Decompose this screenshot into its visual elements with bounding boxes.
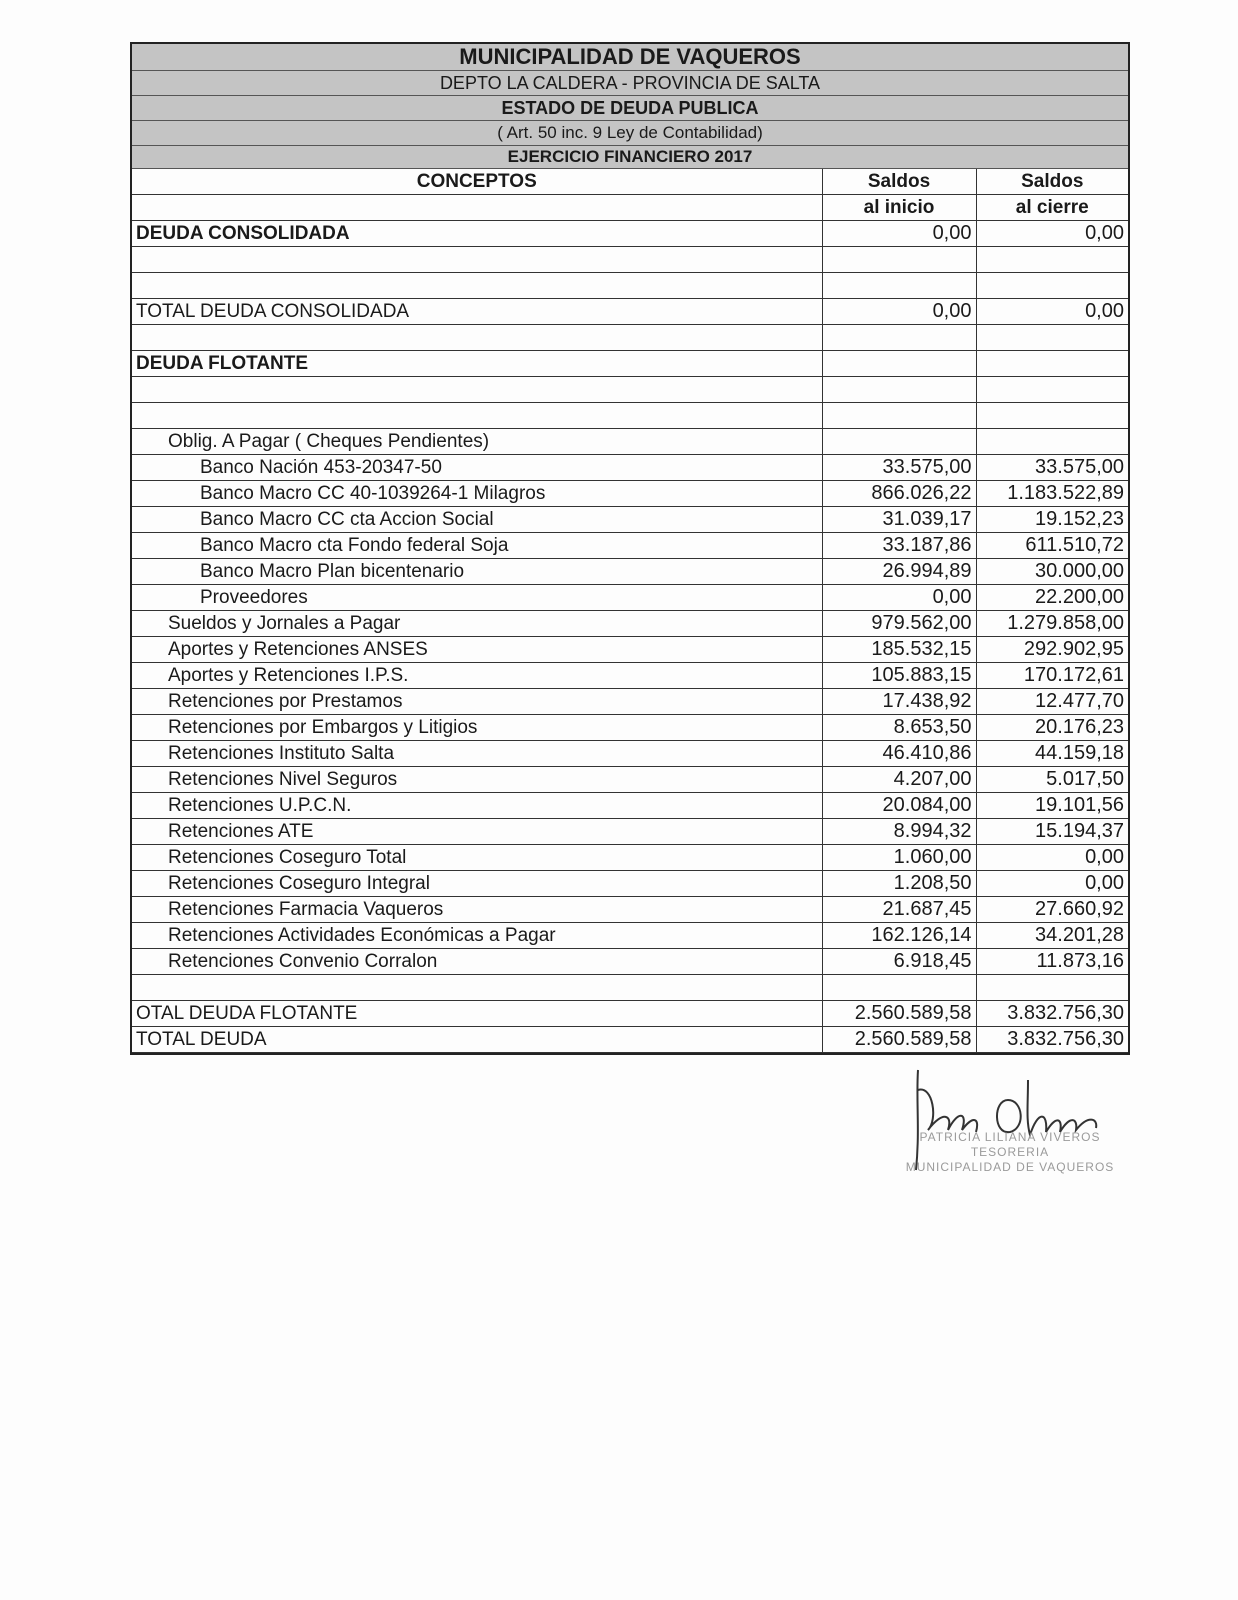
end-balance: 15.194,37	[976, 819, 1128, 845]
start-balance: 105.883,15	[822, 663, 976, 689]
debt-concept: Retenciones por Prestamos	[132, 689, 822, 715]
column-header-row-2	[132, 195, 1128, 221]
debt-concept: Retenciones Instituto Salta	[132, 741, 822, 767]
department-subtitle: DEPTO LA CALDERA - PROVINCIA DE SALTA	[132, 71, 1128, 96]
obligations-label: Oblig. A Pagar ( Cheques Pendientes)	[132, 429, 822, 455]
blank-row	[132, 403, 1128, 429]
start-balance: 1.208,50	[822, 871, 976, 897]
table-row	[132, 663, 1128, 689]
end-balance: 19.101,56	[976, 793, 1128, 819]
end-balance: 22.200,00	[976, 585, 1128, 611]
start-balance: 33.187,86	[822, 533, 976, 559]
end-balance: 0,00	[976, 871, 1128, 897]
end-balance: 611.510,72	[976, 533, 1128, 559]
debt-concept: Banco Nación 453-20347-50	[132, 455, 822, 481]
debt-concept: Aportes y Retenciones I.P.S.	[132, 663, 822, 689]
debt-concept: Banco Macro cta Fondo federal Soja	[132, 533, 822, 559]
start-balance: 33.575,00	[822, 455, 976, 481]
table-row	[132, 871, 1128, 897]
table-row	[132, 689, 1128, 715]
start-balance: 31.039,17	[822, 507, 976, 533]
end-balance: 19.152,23	[976, 507, 1128, 533]
start-balance: 0,00	[822, 585, 976, 611]
consolidated-debt-label: DEUDA CONSOLIDADA	[132, 221, 822, 247]
end-balance: 5.017,50	[976, 767, 1128, 793]
start-balance: 26.994,89	[822, 559, 976, 585]
debt-concept: Aportes y Retenciones ANSES	[132, 637, 822, 663]
debt-concept: Banco Macro CC 40-1039264-1 Milagros	[132, 481, 822, 507]
column-header-row	[132, 169, 1128, 195]
start-balance: 46.410,86	[822, 741, 976, 767]
consolidated-total-label: TOTAL DEUDA CONSOLIDADA	[132, 299, 822, 325]
table-row	[132, 793, 1128, 819]
end-balance: 170.172,61	[976, 663, 1128, 689]
table-row	[132, 845, 1128, 871]
floating-debt-row	[132, 351, 1128, 377]
total-debt-end: 3.832.756,30	[976, 1027, 1128, 1053]
floating-total-label: OTAL DEUDA FLOTANTE	[132, 1001, 822, 1027]
blank-row	[132, 247, 1128, 273]
stamp-name: PATRICIA LILIANA VIVEROS	[919, 1130, 1101, 1144]
end-balance: 34.201,28	[976, 923, 1128, 949]
stamp-municipality: MUNICIPALIDAD DE VAQUEROS	[905, 1160, 1115, 1174]
municipality-title: MUNICIPALIDAD DE VAQUEROS	[132, 44, 1128, 71]
floating-total-row	[132, 1001, 1128, 1027]
debt-concept: Retenciones Convenio Corralon	[132, 949, 822, 975]
consolidated-total-start: 0,00	[822, 299, 976, 325]
obligations-row	[132, 429, 1128, 455]
end-balance: 0,00	[976, 845, 1128, 871]
end-balance: 292.902,95	[976, 637, 1128, 663]
floating-debt-label: DEUDA FLOTANTE	[132, 351, 822, 377]
debt-concept: Retenciones ATE	[132, 819, 822, 845]
debt-concept: Retenciones U.P.C.N.	[132, 793, 822, 819]
table-row	[132, 559, 1128, 585]
consolidated-start-value: 0,00	[822, 221, 976, 247]
consolidated-total-row	[132, 299, 1128, 325]
consolidated-total-end: 0,00	[976, 299, 1128, 325]
start-balance: 6.918,45	[822, 949, 976, 975]
table-row	[132, 819, 1128, 845]
table-row	[132, 507, 1128, 533]
table-row	[132, 611, 1128, 637]
end-balance: 33.575,00	[976, 455, 1128, 481]
concept-header: CONCEPTOS	[132, 169, 822, 195]
total-debt-row	[132, 1027, 1128, 1053]
debt-concept: Retenciones Nivel Seguros	[132, 767, 822, 793]
start-balance: 17.438,92	[822, 689, 976, 715]
end-balance: 11.873,16	[976, 949, 1128, 975]
total-debt-start: 2.560.589,58	[822, 1027, 976, 1053]
debt-concept: Banco Macro Plan bicentenario	[132, 559, 822, 585]
table-row	[132, 481, 1128, 507]
start-balance: 162.126,14	[822, 923, 976, 949]
table-row	[132, 637, 1128, 663]
start-balance: 20.084,00	[822, 793, 976, 819]
law-reference: ( Art. 50 inc. 9 Ley de Contabilidad)	[132, 121, 1128, 146]
end-balance-header: Saldos	[976, 169, 1128, 195]
total-debt-label: TOTAL DEUDA	[132, 1027, 822, 1053]
start-balance: 8.653,50	[822, 715, 976, 741]
start-balance: 1.060,00	[822, 845, 976, 871]
table-row	[132, 949, 1128, 975]
debt-concept: Retenciones Coseguro Total	[132, 845, 822, 871]
end-balance: 27.660,92	[976, 897, 1128, 923]
blank-row	[132, 325, 1128, 351]
table-row	[132, 715, 1128, 741]
end-balance: 1.279.858,00	[976, 611, 1128, 637]
blank-row	[132, 273, 1128, 299]
end-balance: 44.159,18	[976, 741, 1128, 767]
blank-row	[132, 975, 1128, 1001]
table-row	[132, 533, 1128, 559]
start-balance: 185.532,15	[822, 637, 976, 663]
debt-concept: Retenciones por Embargos y Litigios	[132, 715, 822, 741]
end-balance: 12.477,70	[976, 689, 1128, 715]
fiscal-year: EJERCICIO FINANCIERO 2017	[132, 146, 1128, 169]
start-balance: 979.562,00	[822, 611, 976, 637]
start-balance: 4.207,00	[822, 767, 976, 793]
start-balance: 21.687,45	[822, 897, 976, 923]
debt-concept: Retenciones Farmacia Vaqueros	[132, 897, 822, 923]
debt-table	[132, 169, 1128, 1053]
treasury-stamp	[900, 1130, 1120, 1175]
table-row	[132, 741, 1128, 767]
blank-row	[132, 377, 1128, 403]
table-row	[132, 455, 1128, 481]
table-row	[132, 585, 1128, 611]
debt-concept: Sueldos y Jornales a Pagar	[132, 611, 822, 637]
start-balance: 8.994,32	[822, 819, 976, 845]
end-balance: 30.000,00	[976, 559, 1128, 585]
report-title: ESTADO DE DEUDA PUBLICA	[132, 96, 1128, 121]
end-balance: 1.183.522,89	[976, 481, 1128, 507]
start-balance-header: Saldos	[822, 169, 976, 195]
stamp-office: TESORERIA	[970, 1145, 1050, 1159]
consolidated-debt-row	[132, 221, 1128, 247]
consolidated-end-value: 0,00	[976, 221, 1128, 247]
floating-total-end: 3.832.756,30	[976, 1001, 1128, 1027]
debt-concept: Retenciones Coseguro Integral	[132, 871, 822, 897]
table-row	[132, 897, 1128, 923]
debt-concept: Banco Macro CC cta Accion Social	[132, 507, 822, 533]
end-balance-subheader: al cierre	[976, 195, 1128, 221]
debt-statement	[130, 42, 1130, 1055]
debt-concept: Proveedores	[132, 585, 822, 611]
end-balance: 20.176,23	[976, 715, 1128, 741]
start-balance: 866.026,22	[822, 481, 976, 507]
debt-concept: Retenciones Actividades Económicas a Pagar	[132, 923, 822, 949]
start-balance-subheader: al inicio	[822, 195, 976, 221]
table-row	[132, 767, 1128, 793]
floating-total-start: 2.560.589,58	[822, 1001, 976, 1027]
table-row	[132, 923, 1128, 949]
